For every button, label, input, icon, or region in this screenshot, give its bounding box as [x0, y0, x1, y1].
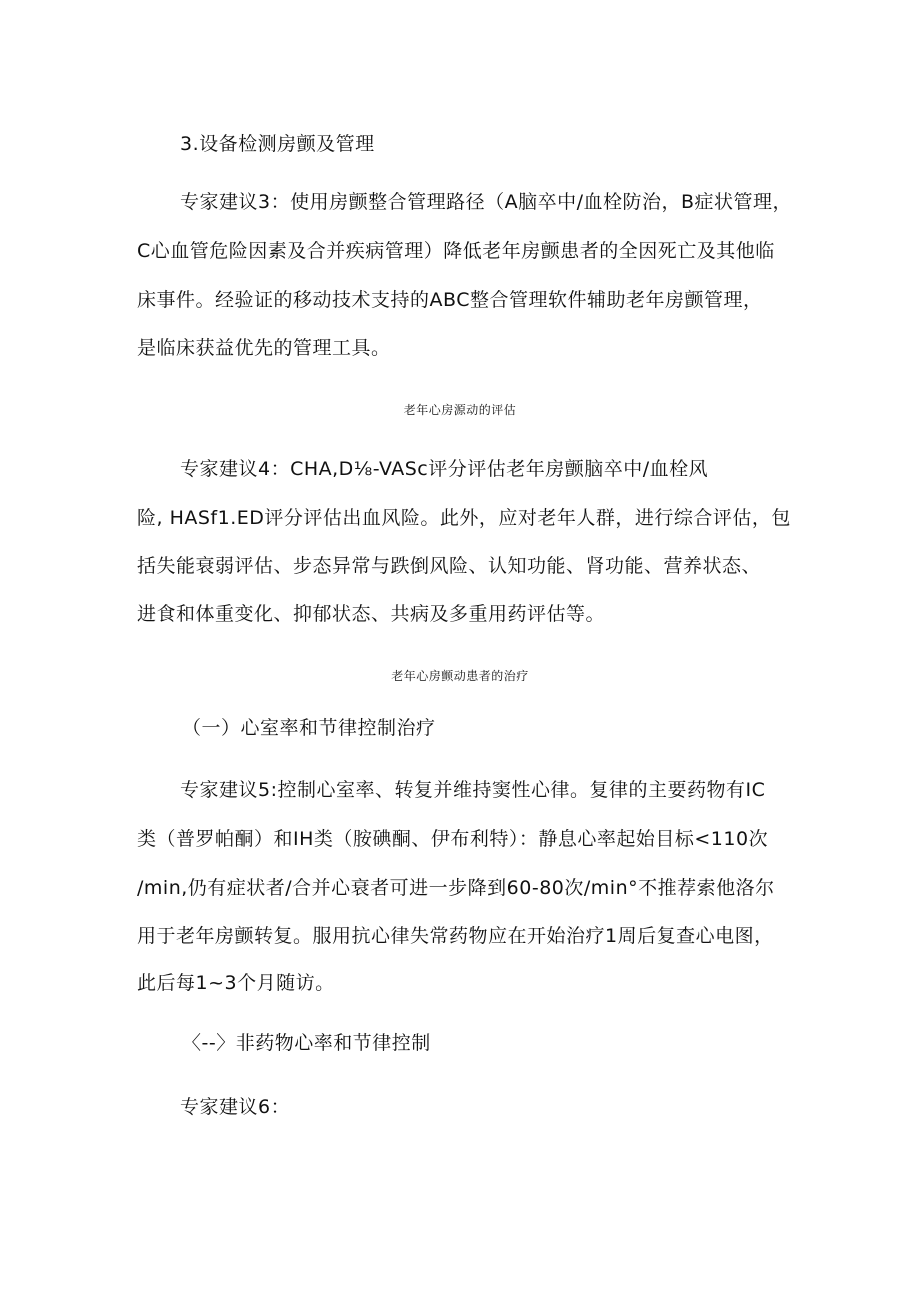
- section-title-assessment: 老年心房源动的评估: [403, 403, 517, 417]
- recommendation-3-line-3: 床事件。经验证的移动技术支持的ABC整合管理软件辅助老年房颤管理，: [137, 289, 763, 311]
- recommendation-5-line-1: 专家建议5:控制心室率、转复并维持窦性心律。复律的主要药物有IC: [180, 779, 766, 801]
- recommendation-3-line-2: C心血管危险因素及合并疾病管理）降低老年房颤患者的全因死亡及其他临: [137, 240, 775, 262]
- section-heading-3: 3.设备检测房颤及管理: [180, 133, 375, 155]
- recommendation-4-line-4: 进食和体重变化、抑郁状态、共病及多重用药评估等。: [137, 603, 606, 625]
- recommendation-5-line-2: 类（普罗帕酮）和IH类（胺碘酮、伊布利特）：静息心率起始目标<110次: [137, 828, 769, 850]
- recommendation-4-line-1: 专家建议4：CHA,D⅛-VASc评分评估老年房颤脑卒中/血栓风: [180, 458, 709, 480]
- recommendation-4-line-3: 括失能衰弱评估、步态异常与跌倒风险、认知功能、肾功能、营养状态、: [137, 555, 762, 577]
- subsection-heading-1: （一）心室率和节律控制治疗: [182, 717, 436, 739]
- recommendation-5-line-3: /min,仍有症状者/合并心衰者可进一步降到60-80次/min°不推荐索他洛尔: [137, 877, 775, 899]
- section-title-treatment: 老年心房颤动患者的治疗: [391, 669, 529, 683]
- recommendation-5-line-4: 用于老年房颤转复。服用抗心律失常药物应在开始治疗1周后复查心电图，: [137, 925, 774, 947]
- recommendation-6-line-1: 专家建议6：: [180, 1096, 291, 1118]
- recommendation-3-line-1: 专家建议3：使用房颤整合管理路径（A脑卒中/血栓防治，B症状管理，: [180, 191, 793, 213]
- recommendation-4-line-2: 险, HASf1.ED评分评估出血风险。此外，应对老年人群，进行综合评估，包: [137, 507, 791, 529]
- recommendation-5-line-5: 此后每1~3个月随访。: [137, 972, 335, 994]
- recommendation-3-line-4: 是临床获益优先的管理工具。: [137, 337, 391, 359]
- subsection-heading-2: 〈--〉非药物心率和节律控制: [182, 1032, 431, 1054]
